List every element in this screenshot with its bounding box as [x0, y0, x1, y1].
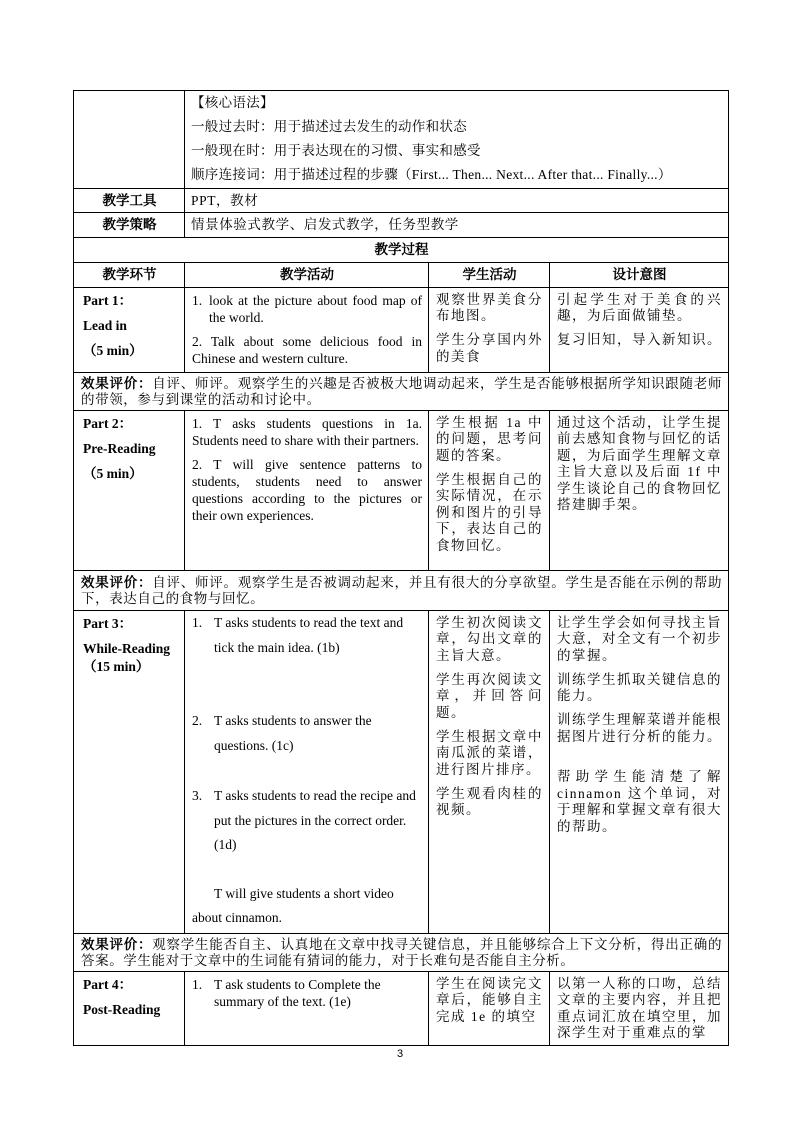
- part-stage-cell: [74, 411, 185, 571]
- student-activity-item: 学生在阅读完文章后，能够自主完成 1e 的填空: [436, 975, 543, 1024]
- student-activity-item: 学生分享国内外的美食: [436, 332, 543, 364]
- student-activity-item: 学生根据自己的实际情况，在示例和图片的引导下，表达自己的食物回忆。: [436, 471, 543, 553]
- core-grammar-title: 【核心语法】: [191, 95, 274, 110]
- page-number: 3: [396, 1048, 404, 1060]
- evaluation-row: [74, 373, 729, 411]
- activity-text: T asks students to read the text and tick the main idea. (1b): [214, 615, 404, 655]
- evaluation-row: [74, 571, 729, 611]
- activity-item: [192, 976, 422, 1010]
- part-label: Part 3：: [83, 616, 133, 631]
- activity-note: T will give students a short video about cinnamon.: [192, 885, 394, 925]
- student-activity-item: 学生再次阅读文章，并回答问题。: [436, 671, 543, 720]
- core-grammar-line: 一般过去时：用于描述过去发生的动作和状态: [191, 119, 467, 134]
- activity-number: 3.: [192, 788, 203, 803]
- activity-item: [192, 292, 422, 326]
- strategy-label-cell: [74, 213, 185, 238]
- strategy-label: 教学策略: [102, 217, 157, 232]
- part-name: While-Reading: [83, 641, 171, 656]
- part-student-cell: [429, 972, 550, 1046]
- part-activity-cell: [185, 288, 429, 373]
- activity-number: 1.: [192, 415, 203, 431]
- evaluation-cell: [74, 373, 729, 411]
- part-name: Lead in: [83, 318, 127, 333]
- header-activity: 教学活动: [280, 267, 334, 282]
- lesson-plan-table: [73, 90, 729, 1046]
- header-stage: 教学环节: [102, 267, 157, 282]
- part-time: （5 min）: [83, 466, 143, 481]
- strategy-value: 情景体验式教学、启发式教学，任务型教学: [191, 217, 459, 232]
- student-activity-item: 学生初次阅读文章，勾出文章的主旨大意。: [436, 614, 543, 663]
- part-label: Part 4：: [83, 977, 133, 992]
- part-row: [74, 411, 729, 571]
- design-intent-item: 以第一人称的口吻，总结文章的主要内容，并且把重点词汇放在填空里，加深学生对于重难点的掌: [557, 975, 723, 1040]
- part-student-cell: [429, 411, 550, 571]
- core-grammar-blank-cell: [74, 91, 185, 189]
- activity-item: [192, 415, 422, 449]
- tools-value-cell: [185, 189, 729, 213]
- activity-number: 1.: [192, 292, 203, 308]
- part-stage-cell: [74, 288, 185, 373]
- evaluation-text: 自评、师评。观察学生是否被调动起来，并且有很大的分享欲望。学生是否能在示例的帮助下，表达自己的食物与回忆。: [81, 575, 723, 606]
- part-stage-cell: [74, 972, 185, 1046]
- activity-item: [192, 784, 422, 858]
- design-intent-item: 帮助学生能清楚了解 cinnamon 这个单词，对于理解和掌握文章有很大的帮助。: [557, 769, 723, 834]
- activity-text: T will give sentence patterns to students, students need to answer questions according to the pictures or their own experiences.: [192, 457, 422, 523]
- part-name: Post-Reading: [83, 1002, 161, 1017]
- student-activity-item: 学生根据 1a 中的问题，思考问题的答案。: [436, 414, 543, 463]
- tools-value: PPT，教材: [191, 193, 259, 208]
- activity-number: 2.: [192, 457, 203, 472]
- part-row: [74, 288, 729, 373]
- part-intent-cell: [550, 288, 729, 373]
- design-intent-item: 引起学生对于美食的兴趣，为后面做铺垫。: [557, 291, 723, 323]
- tools-label-cell: [74, 189, 185, 213]
- part-intent-cell: [550, 611, 729, 934]
- header-student: 学生活动: [462, 267, 517, 282]
- part-time: （15 min）: [83, 659, 150, 674]
- evaluation-label: 效果评价：: [81, 376, 153, 391]
- tools-label: 教学工具: [102, 193, 157, 208]
- evaluation-text: 观察学生能否自主、认真地在文章中找寻关键信息，并且能够综合上下文分析，得出正确的答案。学生能对于文章中的生词能有猜词的能力，对于长难句是否能自主分析。: [81, 937, 723, 968]
- evaluation-row: [74, 934, 729, 972]
- design-intent-item: 让学生学会如何寻找主旨大意，对全文有一个初步的掌握。: [557, 614, 723, 663]
- process-title-row: [74, 238, 729, 263]
- evaluation-text: 自评、师评。观察学生的兴趣是否被极大地调动起来，学生是否能够根据所学知识跟随老师的带领，参与到课堂的活动和讨论中。: [81, 376, 723, 407]
- activity-number: 2.: [192, 713, 203, 728]
- header-intent: 设计意图: [612, 267, 667, 282]
- header-intent-cell: [550, 263, 729, 288]
- part-row: [74, 972, 729, 1046]
- evaluation-label: 效果评价：: [81, 937, 153, 952]
- core-grammar-line: 一般现在时：用于表达现在的习惯、事实和感受: [191, 143, 481, 158]
- activity-text: look at the picture about food map of the world.: [209, 292, 422, 325]
- column-header-row: [74, 263, 729, 288]
- activity-text: T asks students to read the recipe and put the pictures in the correct order. (1d): [214, 788, 416, 852]
- core-grammar-row: [74, 91, 729, 189]
- part-row: [74, 611, 729, 934]
- activity-text: T ask students to Complete the summary of the text. (1e): [214, 976, 381, 1009]
- student-activity-item: 学生根据文章中南瓜派的菜谱，进行图片排序。: [436, 728, 543, 777]
- part-time: （5 min）: [83, 343, 143, 358]
- header-student-cell: [429, 263, 550, 288]
- part-stage-cell: [74, 611, 185, 934]
- activity-number: 1.: [192, 976, 203, 992]
- design-intent-item: 训练学生抓取关键信息的能力。: [557, 671, 723, 703]
- process-title: 教学过程: [374, 242, 429, 257]
- part-activity-cell: [185, 411, 429, 571]
- design-intent-item: 通过这个活动，让学生提前去感知食物与回忆的话题，为后面学生理解文章主旨大意以及后面 1f 中学生谈论自己的食物回忆搭建脚手架。: [557, 414, 723, 512]
- part-activity-cell: [185, 611, 429, 934]
- evaluation-cell: [74, 934, 729, 972]
- evaluation-label: 效果评价：: [81, 575, 153, 590]
- student-activity-item: 观察世界美食分布地图。: [436, 291, 543, 323]
- activity-text: Talk about some delicious food in Chinese and western culture.: [192, 334, 422, 366]
- activity-item: [192, 333, 422, 367]
- activity-item: [192, 456, 422, 524]
- part-activity-cell: [185, 972, 429, 1046]
- tools-row: [74, 189, 729, 213]
- activity-item: [192, 611, 422, 660]
- header-stage-cell: [74, 263, 185, 288]
- activity-item: [192, 709, 422, 758]
- process-title-cell: [74, 238, 729, 263]
- core-grammar-line: 顺序连接词：用于描述过程的步骤（First... Then... Next... After that... Finally...）: [191, 167, 672, 182]
- part-student-cell: [429, 288, 550, 373]
- part-intent-cell: [550, 972, 729, 1046]
- activity-number: 1.: [192, 615, 203, 630]
- part-intent-cell: [550, 411, 729, 571]
- evaluation-cell: [74, 571, 729, 611]
- header-activity-cell: [185, 263, 429, 288]
- core-grammar-cell: [185, 91, 729, 189]
- activity-text: T asks students to answer the questions. (1c): [214, 713, 372, 753]
- strategy-value-cell: [185, 213, 729, 238]
- activity-number: 2.: [192, 334, 203, 349]
- strategy-row: [74, 213, 729, 238]
- design-intent-item: 复习旧知，导入新知识。: [557, 332, 722, 347]
- design-intent-item: 训练学生理解菜谱并能根据图片进行分析的能力。: [557, 712, 723, 744]
- part-label: Part 1：: [83, 293, 133, 308]
- part-label: Part 2：: [83, 416, 133, 431]
- part-student-cell: [429, 611, 550, 934]
- student-activity-item: 学生观看肉桂的视频。: [436, 785, 543, 817]
- activity-text: T asks students questions in 1a. Students need to share with their partners.: [192, 415, 422, 448]
- part-name: Pre-Reading: [83, 441, 156, 456]
